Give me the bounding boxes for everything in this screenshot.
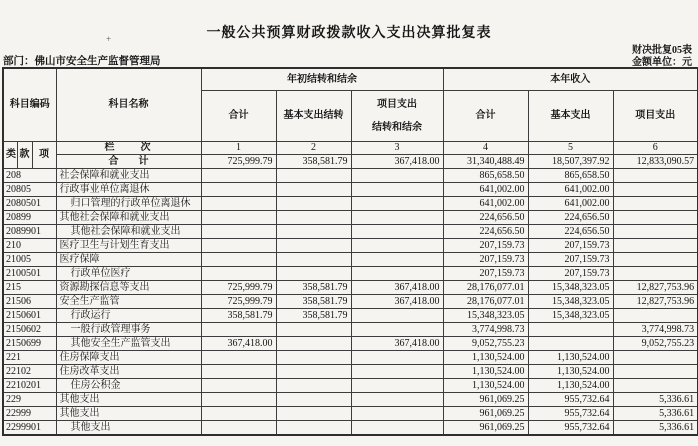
subject-code-cell: 229 <box>3 393 56 407</box>
amount-cell: 28,176,077.01 <box>443 295 528 309</box>
column-index-row <box>3 142 698 155</box>
amount-unit-label: 金额单位：元 <box>632 57 692 68</box>
column-number-6: 6 <box>613 142 698 155</box>
table-row <box>3 239 698 253</box>
subject-name-cell: 其他支出 <box>56 407 201 421</box>
amount-cell: 3,774,998.73 <box>613 323 698 337</box>
amount-cell <box>276 393 351 407</box>
grand-total-col4: 31,340,488.49 <box>443 155 528 169</box>
amount-cell: 961,069.25 <box>443 393 528 407</box>
amount-cell: 207,159.73 <box>443 253 528 267</box>
amount-cell: 15,348,323.05 <box>528 295 613 309</box>
amount-cell <box>276 197 351 211</box>
table-row <box>3 225 698 239</box>
table-row <box>3 211 698 225</box>
column-number-1: 1 <box>201 142 276 155</box>
subject-name-cell: 其他安全生产监管支出 <box>56 337 201 351</box>
amount-cell: 955,732.64 <box>528 407 613 421</box>
amount-cell <box>276 421 351 436</box>
amount-cell <box>276 239 351 253</box>
table-row <box>3 253 698 267</box>
subject-name-cell: 其他社会保障和就业支出 <box>56 225 201 239</box>
subject-name-cell: 社会保障和就业支出 <box>56 169 201 183</box>
income-group-header: 本年收入 <box>443 68 698 91</box>
amount-cell: 207,159.73 <box>443 267 528 281</box>
amount-cell: 9,052,755.23 <box>613 337 698 351</box>
amount-cell: 5,336.61 <box>613 421 698 436</box>
subject-name-cell: 安全生产监管 <box>56 295 201 309</box>
amount-cell: 367,418.00 <box>201 337 276 351</box>
amount-cell <box>351 393 443 407</box>
subject-name-cell: 住房改革支出 <box>56 365 201 379</box>
amount-cell <box>613 169 698 183</box>
carryover-basic-header: 基本支出结转 <box>276 91 351 142</box>
column-number-5: 5 <box>528 142 613 155</box>
column-number-4: 4 <box>443 142 528 155</box>
amount-cell: 367,418.00 <box>351 281 443 295</box>
table-row <box>3 323 698 337</box>
amount-cell <box>351 323 443 337</box>
amount-cell <box>613 351 698 365</box>
amount-cell <box>201 225 276 239</box>
subject-code-cell: 2150602 <box>3 323 56 337</box>
amount-cell <box>276 253 351 267</box>
department-label: 部门：佛山市安全生产监督管理局 <box>3 56 161 67</box>
amount-cell: 207,159.73 <box>528 253 613 267</box>
amount-cell: 15,348,323.05 <box>528 281 613 295</box>
subject-name-cell: 行政运行 <box>56 309 201 323</box>
table-row <box>3 295 698 309</box>
subject-name-cell: 其他支出 <box>56 393 201 407</box>
grand-total-label: 合 计 <box>56 155 201 169</box>
amount-cell <box>351 239 443 253</box>
subject-name-cell: 医疗卫生与计划生育支出 <box>56 239 201 253</box>
amount-cell: 725,999.79 <box>201 295 276 309</box>
amount-cell <box>351 421 443 436</box>
amount-cell: 1,130,524.00 <box>528 379 613 393</box>
amount-cell <box>351 365 443 379</box>
amount-cell: 3,774,998.73 <box>443 323 528 337</box>
code-part-xiang: 项 <box>32 142 56 169</box>
grand-total-row <box>3 155 698 169</box>
carryover-group-header: 年初结转和结余 <box>201 68 443 91</box>
subject-name-cell: 一般行政管理事务 <box>56 323 201 337</box>
carryover-total-header: 合计 <box>201 91 276 142</box>
amount-cell <box>201 323 276 337</box>
code-part-kuan: 款 <box>17 142 32 169</box>
subject-code-cell: 2080501 <box>3 197 56 211</box>
amount-cell <box>351 211 443 225</box>
carryover-project-header <box>351 91 443 142</box>
table-body <box>3 169 698 436</box>
amount-cell <box>351 183 443 197</box>
amount-cell <box>201 169 276 183</box>
amount-cell <box>201 365 276 379</box>
amount-cell <box>276 379 351 393</box>
amount-cell <box>201 197 276 211</box>
subject-name-cell: 医疗保障 <box>56 253 201 267</box>
amount-cell: 358,581.79 <box>201 309 276 323</box>
amount-cell: 367,418.00 <box>351 295 443 309</box>
subject-code-cell: 208 <box>3 169 56 183</box>
amount-cell <box>201 421 276 436</box>
carryover-project-line2: 结转和结余 <box>372 121 423 133</box>
amount-cell <box>613 225 698 239</box>
amount-cell: 5,336.61 <box>613 393 698 407</box>
subject-code-cell: 21506 <box>3 295 56 309</box>
subject-code-header: 科目编码 <box>3 68 56 142</box>
subject-name-cell: 归口管理的行政单位离退休 <box>56 197 201 211</box>
table-row <box>3 393 698 407</box>
page-title: 一般公共预算财政拨款收入支出决算批复表 <box>206 26 492 41</box>
table-row <box>3 309 698 323</box>
amount-cell: 224,656.50 <box>443 225 528 239</box>
amount-cell: 725,999.79 <box>201 281 276 295</box>
subject-code-cell: 21005 <box>3 253 56 267</box>
amount-cell: 358,581.79 <box>276 295 351 309</box>
amount-cell: 1,130,524.00 <box>443 379 528 393</box>
amount-cell: 15,348,323.05 <box>528 309 613 323</box>
amount-cell: 9,052,755.23 <box>443 337 528 351</box>
table-row <box>3 379 698 393</box>
amount-cell <box>276 183 351 197</box>
amount-cell: 12,827,753.96 <box>613 295 698 309</box>
subject-code-cell: 2150601 <box>3 309 56 323</box>
subject-code-cell: 2210201 <box>3 379 56 393</box>
carryover-project-line1: 项目支出 <box>377 99 418 110</box>
amount-cell <box>613 309 698 323</box>
table-row <box>3 421 698 436</box>
subject-code-cell: 2100501 <box>3 267 56 281</box>
amount-cell: 12,827,753.96 <box>613 281 698 295</box>
amount-cell <box>276 225 351 239</box>
amount-cell <box>276 407 351 421</box>
amount-cell <box>613 365 698 379</box>
table-row <box>3 183 698 197</box>
amount-cell <box>201 183 276 197</box>
budget-final-accounts-table <box>2 67 698 436</box>
amount-cell: 1,130,524.00 <box>528 351 613 365</box>
subject-code-cell: 20899 <box>3 211 56 225</box>
subject-code-cell: 2299901 <box>3 421 56 436</box>
subject-name-cell: 资源勘探信息等支出 <box>56 281 201 295</box>
amount-cell <box>351 267 443 281</box>
amount-cell: 5,336.61 <box>613 407 698 421</box>
subject-name-cell: 行政事业单位离退休 <box>56 183 201 197</box>
income-basic-header: 基本支出 <box>528 91 613 142</box>
amount-cell <box>201 267 276 281</box>
amount-cell <box>351 225 443 239</box>
amount-cell <box>351 379 443 393</box>
amount-cell: 955,732.64 <box>528 421 613 436</box>
table-row <box>3 197 698 211</box>
table-row <box>3 169 698 183</box>
subject-code-cell: 215 <box>3 281 56 295</box>
subject-name-cell: 住房公积金 <box>56 379 201 393</box>
amount-cell: 224,656.50 <box>528 225 613 239</box>
amount-cell <box>201 211 276 225</box>
amount-cell: 358,581.79 <box>276 309 351 323</box>
subject-code-cell: 22102 <box>3 365 56 379</box>
amount-cell <box>613 183 698 197</box>
amount-cell <box>276 337 351 351</box>
amount-cell <box>201 407 276 421</box>
subject-code-cell: 22999 <box>3 407 56 421</box>
amount-cell <box>613 197 698 211</box>
amount-cell <box>613 267 698 281</box>
amount-cell <box>276 323 351 337</box>
amount-cell <box>613 239 698 253</box>
amount-cell <box>351 169 443 183</box>
subject-code-cell: 2089901 <box>3 225 56 239</box>
table-row <box>3 407 698 421</box>
subject-name-cell: 住房保障支出 <box>56 351 201 365</box>
table-row <box>3 281 698 295</box>
income-project-header: 项目支出 <box>613 91 698 142</box>
amount-cell: 955,732.64 <box>528 393 613 407</box>
amount-cell: 207,159.73 <box>528 239 613 253</box>
amount-cell <box>613 253 698 267</box>
table-row <box>3 365 698 379</box>
amount-cell <box>201 379 276 393</box>
scan-artifact-mark: + <box>106 34 112 44</box>
amount-cell: 641,002.00 <box>528 183 613 197</box>
amount-cell <box>613 211 698 225</box>
amount-cell <box>351 197 443 211</box>
grand-total-col1: 725,999.79 <box>201 155 276 169</box>
amount-cell: 961,069.25 <box>443 421 528 436</box>
amount-cell <box>201 351 276 365</box>
grand-total-col3: 367,418.00 <box>351 155 443 169</box>
amount-cell: 207,159.73 <box>443 239 528 253</box>
subject-name-cell: 其他支出 <box>56 421 201 436</box>
amount-cell: 865,658.50 <box>443 169 528 183</box>
lanci-label: 栏 次 <box>56 142 201 155</box>
amount-cell <box>351 253 443 267</box>
amount-cell: 641,002.00 <box>528 197 613 211</box>
header-group-row <box>3 68 698 91</box>
amount-cell: 865,658.50 <box>528 169 613 183</box>
amount-cell <box>528 337 613 351</box>
form-code-label: 财决批复05表 <box>632 45 692 56</box>
amount-cell <box>201 253 276 267</box>
income-total-header: 合计 <box>443 91 528 142</box>
subject-name-header: 科目名称 <box>56 68 201 142</box>
amount-cell <box>351 407 443 421</box>
amount-cell: 961,069.25 <box>443 407 528 421</box>
amount-cell <box>276 351 351 365</box>
amount-cell <box>276 267 351 281</box>
amount-cell: 28,176,077.01 <box>443 281 528 295</box>
amount-cell <box>351 351 443 365</box>
table-row <box>3 337 698 351</box>
amount-cell: 641,002.00 <box>443 183 528 197</box>
column-number-3: 3 <box>351 142 443 155</box>
subject-code-cell: 20805 <box>3 183 56 197</box>
subject-code-cell: 2150699 <box>3 337 56 351</box>
grand-total-col6: 12,833,090.57 <box>613 155 698 169</box>
grand-total-col2: 358,581.79 <box>276 155 351 169</box>
amount-cell <box>201 393 276 407</box>
amount-cell: 207,159.73 <box>528 267 613 281</box>
subject-code-cell: 210 <box>3 239 56 253</box>
table-row <box>3 267 698 281</box>
amount-cell: 15,348,323.05 <box>443 309 528 323</box>
subject-name-cell: 行政单位医疗 <box>56 267 201 281</box>
amount-cell: 1,130,524.00 <box>443 351 528 365</box>
code-part-lei: 类 <box>3 142 17 169</box>
amount-cell <box>351 309 443 323</box>
amount-cell: 358,581.79 <box>276 281 351 295</box>
amount-cell: 641,002.00 <box>443 197 528 211</box>
amount-cell <box>276 211 351 225</box>
amount-cell: 1,130,524.00 <box>443 365 528 379</box>
subject-code-cell: 221 <box>3 351 56 365</box>
amount-cell: 367,418.00 <box>351 337 443 351</box>
amount-cell <box>613 379 698 393</box>
amount-cell <box>201 239 276 253</box>
amount-cell <box>276 365 351 379</box>
amount-cell: 1,130,524.00 <box>528 365 613 379</box>
grand-total-col5: 18,507,397.92 <box>528 155 613 169</box>
subject-name-cell: 其他社会保障和就业支出 <box>56 211 201 225</box>
amount-cell <box>276 169 351 183</box>
amount-cell: 224,656.50 <box>528 211 613 225</box>
amount-cell: 224,656.50 <box>443 211 528 225</box>
column-number-2: 2 <box>276 142 351 155</box>
table-row <box>3 351 698 365</box>
amount-cell <box>528 323 613 337</box>
